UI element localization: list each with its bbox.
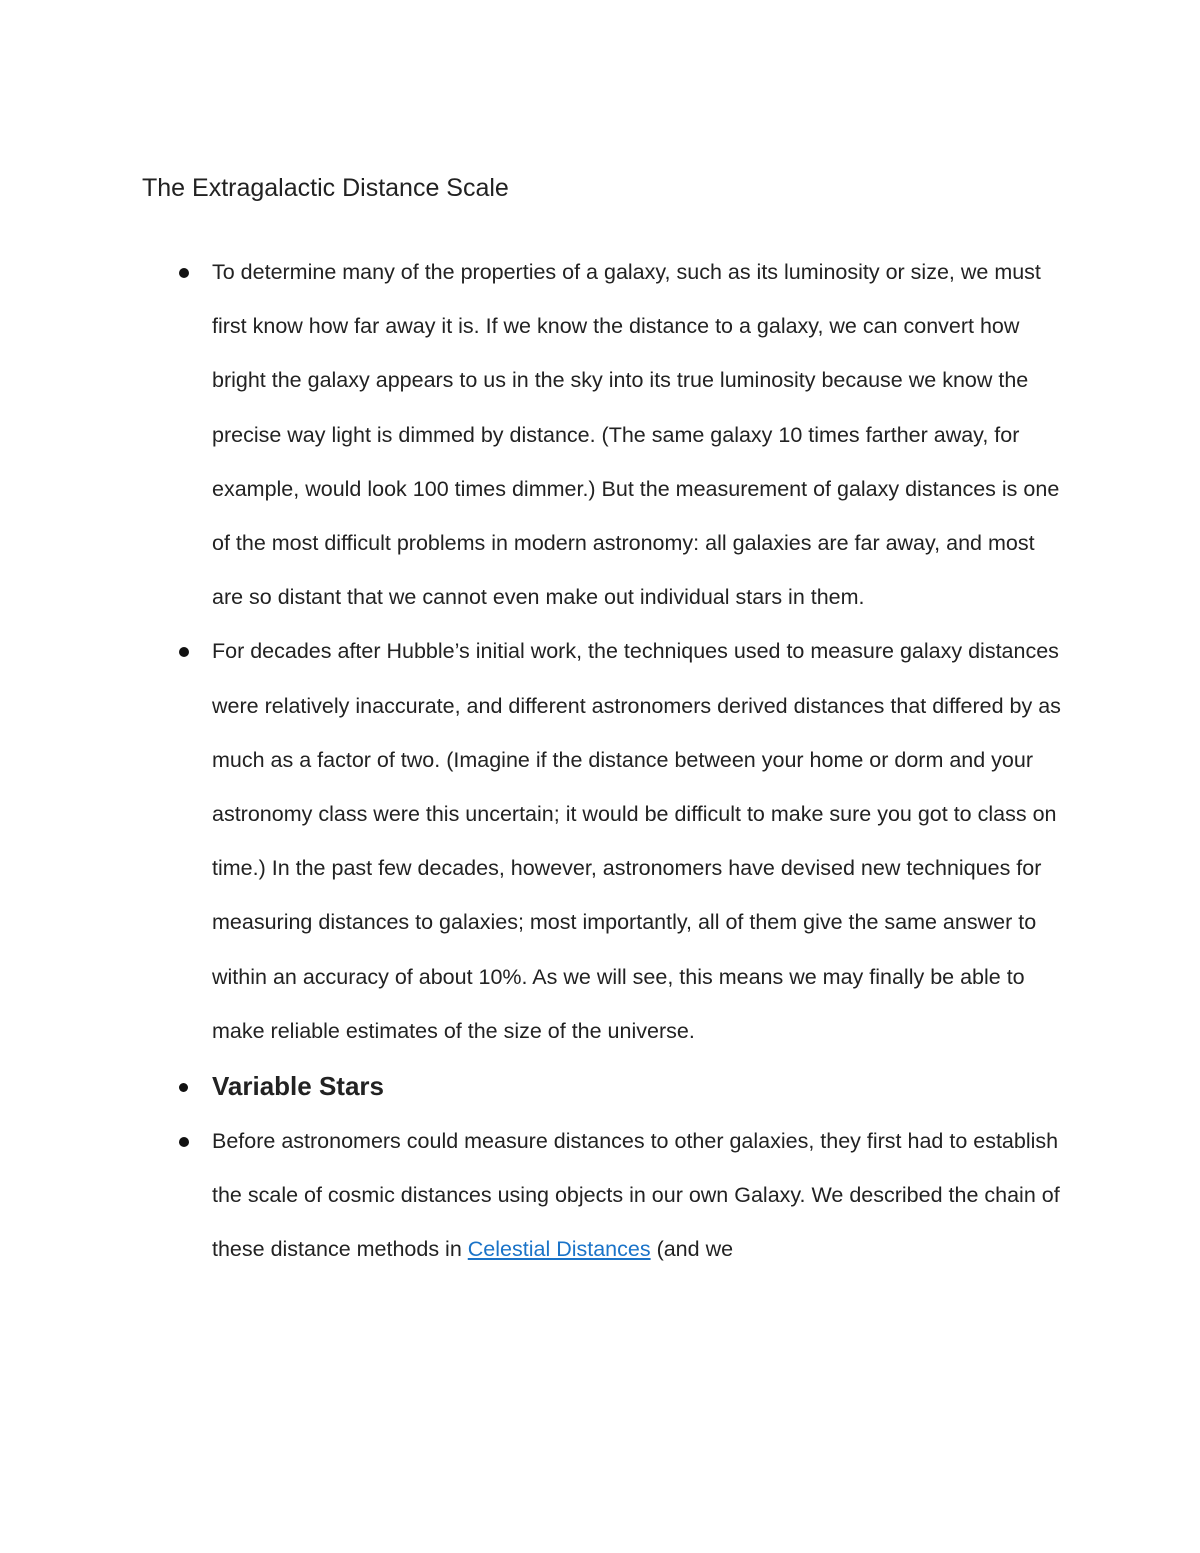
section-heading-item bbox=[0, 1058, 1062, 1114]
list-item bbox=[0, 245, 1062, 624]
document-title: The Extragalactic Distance Scale bbox=[142, 174, 509, 202]
section-heading: Variable Stars bbox=[212, 1071, 384, 1102]
list-item bbox=[0, 624, 1062, 1058]
paragraph-text-after-link: (and we bbox=[650, 1237, 734, 1262]
paragraph-text: To determine many of the properties of a galaxy, such as its luminosity or size, we must first know how far away it is. If we know the distance to a galaxy, we can convert how bright the galaxy appears to us in the sky into its true luminosity because we know the precise way light is dimmed by distance. (The same galaxy 10 times farther away, for example, would look 100 times dimmer.) But the measurement of galaxy distances is one of the most difficult problems in modern astronomy: all galaxies are far away, and most are so distant that we cannot even make out individual stars in them. bbox=[212, 260, 1060, 610]
bullet-icon bbox=[179, 1083, 188, 1092]
bullet-icon bbox=[179, 1137, 189, 1147]
bullet-icon bbox=[179, 647, 189, 657]
bullet-icon bbox=[179, 268, 189, 278]
celestial-distances-link[interactable]: Celestial Distances bbox=[467, 1237, 651, 1262]
list-item bbox=[0, 1114, 1062, 1277]
bullet-list bbox=[0, 245, 1200, 1277]
paragraph-text-before-link: Before astronomers could measure distances to other galaxies, they first had to establish the scale of cosmic distances using objects in our own Galaxy. We described the chain of these distance methods in bbox=[212, 1129, 1060, 1262]
paragraph-text: For decades after Hubble’s initial work, the techniques used to measure galaxy distances were relatively inaccurate, and different astronomers derived distances that differed by as much as a factor of two. (Imagine if the distance between your home or dorm and your astronomy class were this uncertain; it would be difficult to make sure you got to class on time.) In the past few decades, however, astronomers have devised new techniques for measuring distances to galaxies; most importantly, all of them give the same answer to within an accuracy of about 10%. As we will see, this means we may finally be able to make reliable estimates of the size of the universe. bbox=[212, 639, 1061, 1043]
